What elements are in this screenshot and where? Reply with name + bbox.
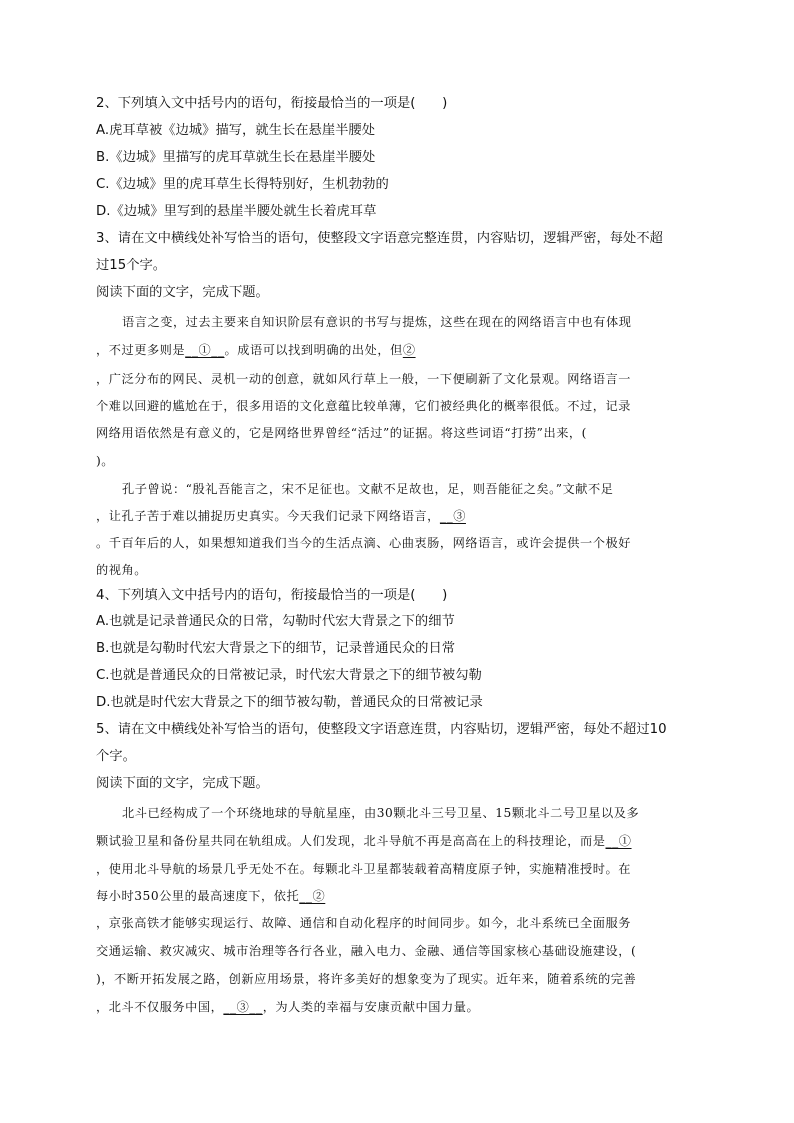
passage2-line4 bbox=[96, 886, 325, 906]
q3-stem-line1: 3、请在文中横线处补写恰当的语句，使整段文字语意完整连贯，内容贴切，逻辑严密，每处不超 bbox=[96, 231, 663, 246]
q5-stem-line1: 5、请在文中横线处补写恰当的语句，使整段文字语意连贯，内容贴切，逻辑严密，每处不超过10 bbox=[96, 722, 667, 737]
passage2-line6: 交通运输、救灾减灾、城市治理等各行各业，融入电力、金融、通信等国家核心基础设施建设，( bbox=[96, 944, 637, 958]
q4-option-d: D.也就是时代宏大背景之下的细节被勾勒，普通民众的日常被记录 bbox=[96, 695, 483, 710]
q2-option-c: C.《边城》里的虎耳草生长得特别好，生机勃勃的 bbox=[96, 177, 389, 192]
passage2-text: 每小时350公里的最高速度下，依托 bbox=[96, 889, 300, 903]
passage1-line5: 网络用语依然是有意义的，它是网络世界曾经“活过”的证据。将这些词语“打捞”出来，( bbox=[96, 426, 587, 440]
passage2-line3: ，使用北斗导航的场景几乎无处不在。每颗北斗卫星都装载着高精度原子钟，实施精准授时。在 bbox=[96, 862, 631, 876]
passage1-line6: )。 bbox=[96, 454, 115, 468]
blank-2: ② bbox=[402, 343, 416, 357]
passage1-text: 。成语可以找到明确的出处，但 bbox=[224, 343, 403, 357]
passage2-line5: ，京张高铁才能够实现运行、故障、通信和自动化程序的时间同步。如今，北斗系统已全面服务 bbox=[96, 916, 631, 930]
passage1-text: ，让孔子苦于难以捕捉历史真实。今天我们记录下网络语言， bbox=[96, 509, 440, 523]
reading-instruction-1: 阅读下面的文字，完成下题。 bbox=[96, 285, 269, 300]
q2-option-a: A.虎耳草被《边城》描写，就生长在悬崖半腰处 bbox=[96, 123, 376, 138]
q3-stem-line2: 过15个字。 bbox=[96, 258, 167, 273]
q4-stem: 4、下列填入文中括号内的语句，衔接最恰当的一项是( ) bbox=[96, 588, 448, 603]
blank-2: __② bbox=[299, 889, 326, 903]
passage1-line2 bbox=[96, 340, 416, 360]
passage1-text: ，不过更多则是 bbox=[96, 343, 186, 357]
passage1-line1: 语言之变，过去主要来自知识阶层有意识的书写与提炼，这些在现在的网络语言中也有体现 bbox=[122, 315, 632, 329]
passage1-line8 bbox=[96, 506, 466, 526]
blank-3: __③__ bbox=[223, 1000, 263, 1014]
q2-stem: 2、下列填入文中括号内的语句，衔接最恰当的一项是( ) bbox=[96, 96, 448, 111]
blank-3: __③ bbox=[439, 509, 466, 523]
passage1-line9: 。千百年后的人，如果想知道我们当今的生活点滴、心曲衷肠，网络语言，或许会提供一个极好 bbox=[96, 536, 631, 550]
passage2-line2 bbox=[96, 831, 632, 851]
q4-option-a: A.也就是记录普通民众的日常，勾勒时代宏大背景之下的细节 bbox=[96, 614, 455, 629]
reading-instruction-2: 阅读下面的文字，完成下题。 bbox=[96, 776, 269, 791]
passage2-text: ，为人类的幸福与安康贡献中国力量。 bbox=[262, 1000, 480, 1014]
passage1-line7: 孔子曾说：“殷礼吾能言之，宋不足征也。文献不足故也，足，则吾能征之矣。”文献不足 bbox=[122, 482, 614, 496]
blank-1: __①__ bbox=[185, 343, 225, 357]
q4-option-b: B.也就是勾勒时代宏大背景之下的细节，记录普通民众的日常 bbox=[96, 641, 456, 656]
passage2-line8 bbox=[96, 997, 479, 1017]
q2-option-d: D.《边城》里写到的悬崖半腰处就生长着虎耳草 bbox=[96, 204, 377, 219]
blank-1: __① bbox=[605, 834, 632, 848]
passage2-line1: 北斗已经构成了一个环绕地球的导航星座，由30颗北斗三号卫星、15颗北斗二号卫星以及多 bbox=[122, 806, 640, 820]
passage2-text: 颗试验卫星和备份星共同在轨组成。人们发现，北斗导航不再是高高在上的科技理论，而是 bbox=[96, 834, 606, 848]
passage1-line10: 的视角。 bbox=[96, 563, 147, 577]
passage2-line7: )，不断开拓发展之路，创新应用场景，将许多美好的想象变为了现实。近年来，随着系统的完善 bbox=[96, 972, 637, 986]
passage1-line3: ，广泛分布的网民、灵机一动的创意，就如风行草上一般，一下便刷新了文化景观。网络语言一 bbox=[96, 372, 631, 386]
passage1-line4: 个难以回避的尴尬在于，很多用语的文化意蕴比较单薄，它们被经典化的概率很低。不过，记录 bbox=[96, 399, 631, 413]
passage2-text: ，北斗不仅服务中国， bbox=[96, 1000, 224, 1014]
q2-option-b: B.《边城》里描写的虎耳草就生长在悬崖半腰处 bbox=[96, 150, 376, 165]
q4-option-c: C.也就是普通民众的日常被记录，时代宏大背景之下的细节被勾勒 bbox=[96, 668, 482, 683]
q5-stem-line2: 个字。 bbox=[96, 749, 136, 764]
